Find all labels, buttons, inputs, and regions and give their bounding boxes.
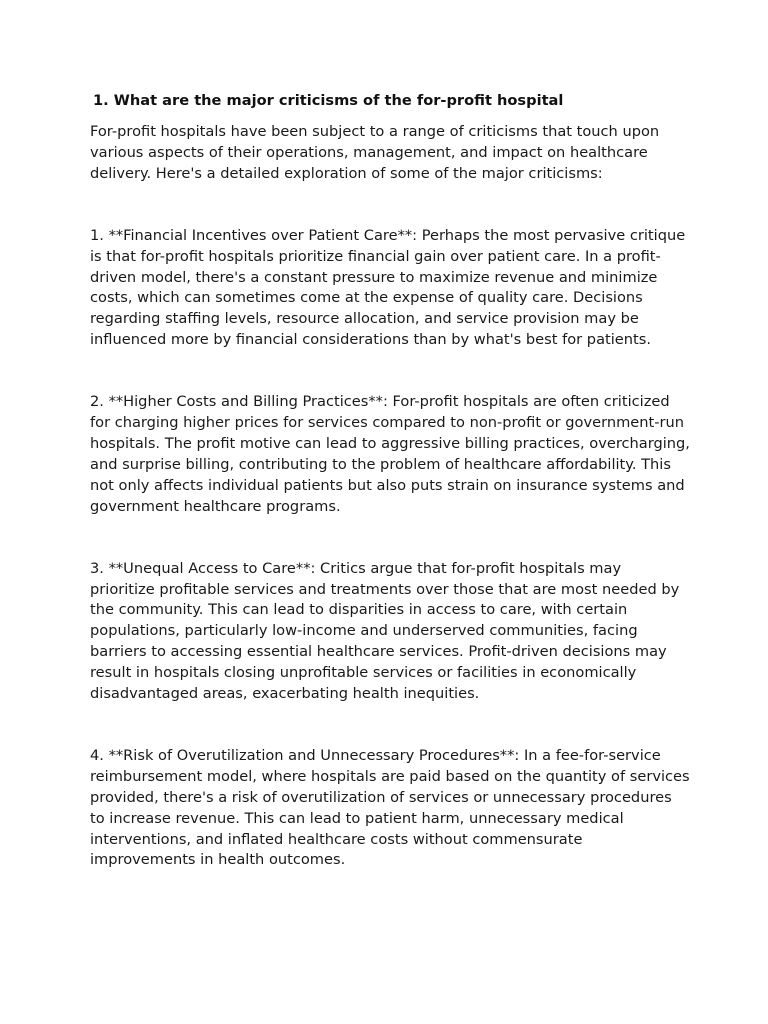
criticism-item-3: 3. **Unequal Access to Care**: Critics argue that for-profit hospitals may prioritize profitable services and treatments over those that are most needed by the community. This can lead to disparities in access to care, with certain populations, particularly low-income and underserved communities, facing barriers to accessing essential healthcare services. Profit-driven decisions may result in hospitals closing unprofitable services or facilities in economically disadvantaged areas, exacerbating health inequities.: [90, 559, 680, 703]
criticism-item-2: 2. **Higher Costs and Billing Practices**: For-profit hospitals are often criticized for charging higher prices for services compared to non-profit or government-run hospitals. The profit motive can lead to aggressive billing practices, overcharging, and surprise billing, contributing to the problem of healthcare affordability. This not only affects individual patients but also puts strain on insurance systems and government healthcare programs.: [90, 393, 690, 515]
intro-paragraph: For-profit hospitals have been subject to a range of criticisms that touch upon various aspects of their operations, management, and impact on healthcare delivery. Here's a detailed exploration of some of the major criticisms:: [90, 123, 660, 182]
document-page: [90, 91, 690, 871]
criticism-item-1: 1. **Financial Incentives over Patient Care**: Perhaps the most pervasive critique is that for-profit hospitals prioritize financial gain over patient care. In a profit-driven model, there's a constant pressure to maximize revenue and minimize costs, which can sometimes come at the expense of quality care. Decisions regarding staffing levels, resource allocation, and service provision may be influenced more by financial considerations than by what's best for patients.: [90, 226, 686, 349]
document-heading: 1. What are the major criticisms of the for-profit hospital: [93, 92, 564, 109]
criticism-item-4: 4. **Risk of Overutilization and Unnecessary Procedures**: In a fee-for-service reimbursement model, where hospitals are paid based on the quantity of services provided, there's a risk of overutilization of services or unnecessary procedures to increase revenue. This can lead to patient harm, unnecessary medical interventions, and inflated healthcare costs without commensurate improvements in health outcomes.: [90, 746, 690, 869]
criticisms-list: [90, 226, 690, 872]
